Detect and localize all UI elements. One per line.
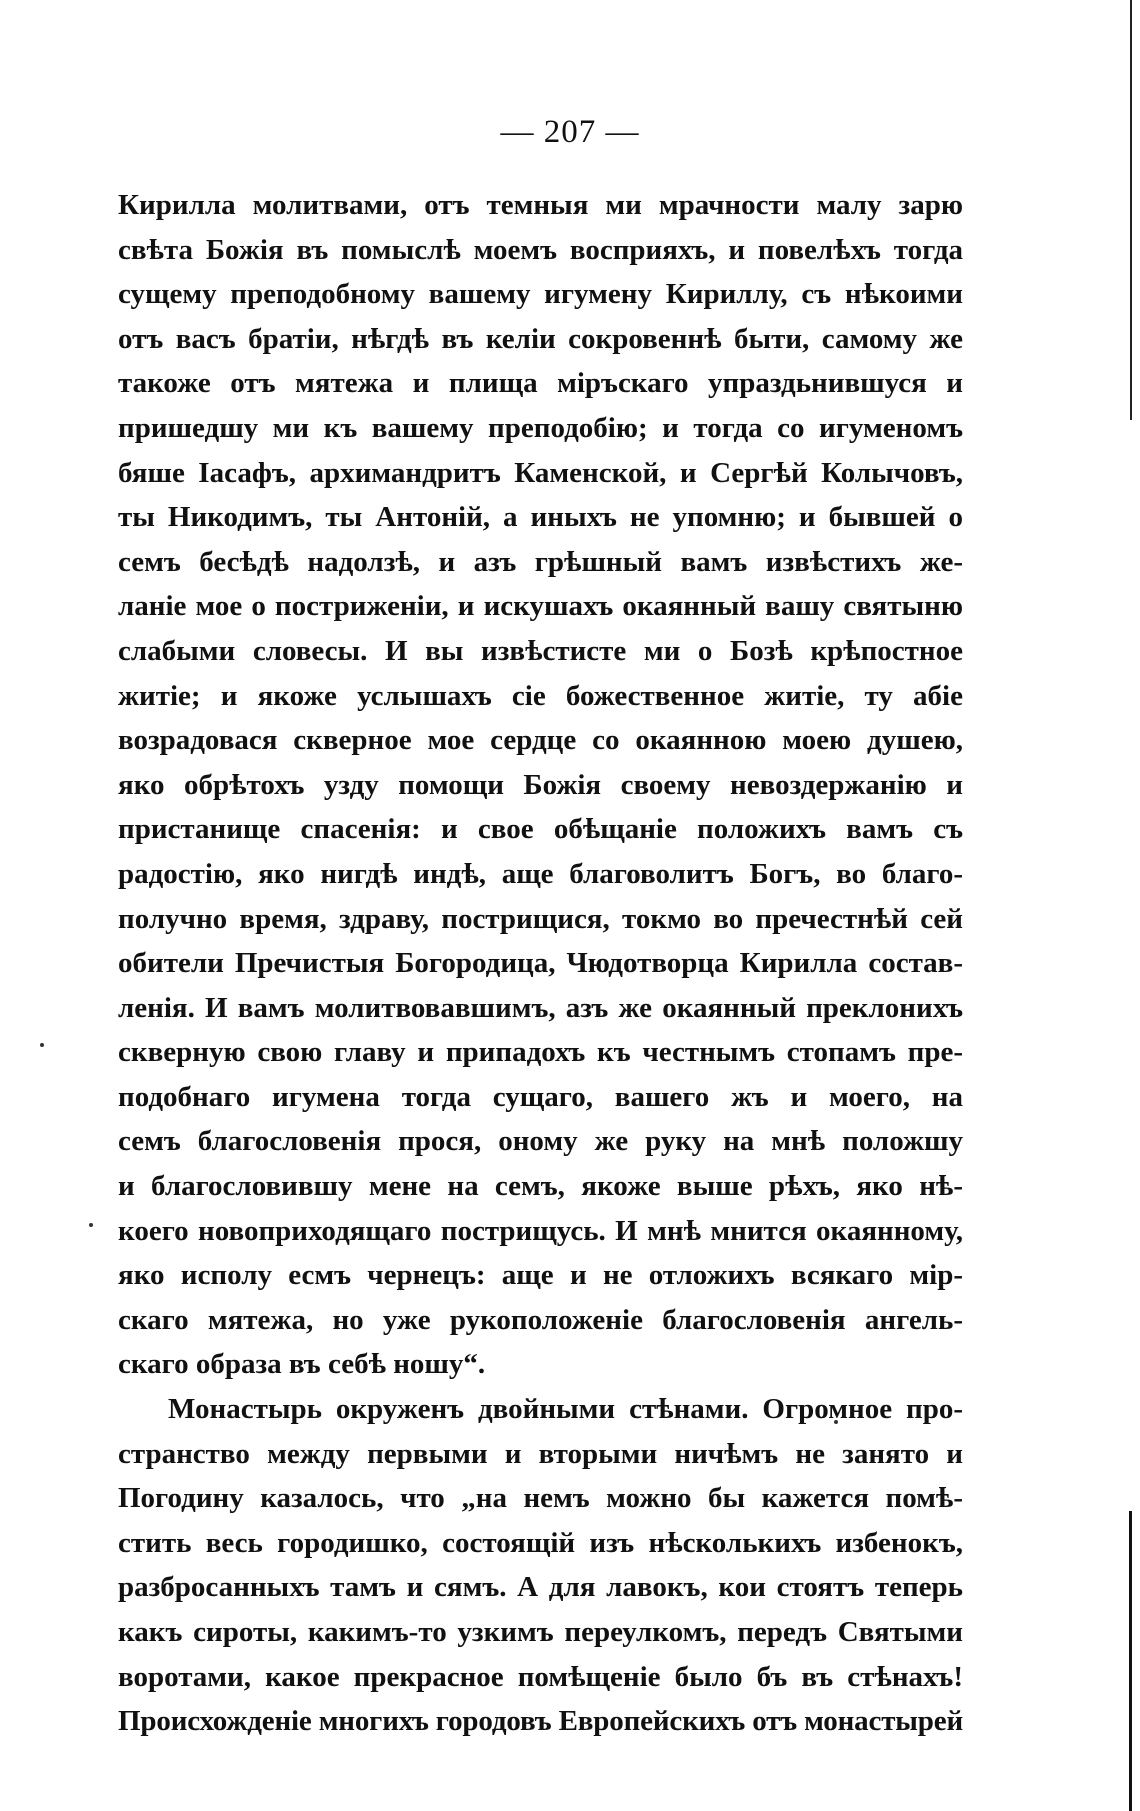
scan-edge-line-top [1130,0,1132,420]
text-line: скверную свою главу и припадохъ къ честнымъ стопамъ пре- [118,1036,963,1069]
text-line: подобнаго игумена тогда сущаго, вашего жъ и моего, на [118,1080,963,1113]
text-line: такоже отъ мятежа и плища міръскаго упраздьнившуся и [118,367,963,400]
paragraph-end-line: скаго образа въ себѣ ношу“. [118,1348,486,1381]
text-line: яко обрѣтохъ узду помощи Божія своему невоздержанію и [118,768,963,801]
text-line: возрадовася скверное мое сердце со окаянною моею душею, [118,724,963,757]
scan-speck [89,1223,93,1227]
text-line: какъ сироты, какимъ-то узкимъ переулкомъ, передъ Святыми [118,1616,963,1648]
text-line: и благословившу мене на семъ, якоже выше рѣхъ, яко нѣ- [118,1170,963,1203]
text-line: стить весь городишко, состоящій изъ нѣсколькихъ избенокъ, [118,1526,963,1559]
text-line: Погодину казалось, что „на немъ можно бы кажется помѣ- [118,1482,963,1515]
text-line: житіе; и якоже услышахъ сіе божественное житіе, ту абіе [118,679,963,712]
text-line: воротами, какое прекрасное помѣщеніе было бъ въ стѣнахъ! [118,1660,963,1693]
text-line: коего новоприходящаго пострищусь. И мнѣ мнится окаянному, [118,1214,963,1247]
text-line: скаго мятежа, но уже рукоположеніе благословенія ангель- [118,1303,963,1336]
text-line: Происхожденіе многихъ городовъ Европейскихъ отъ монастырей [118,1705,963,1738]
text-line: бяше Іасафъ, архимандритъ Каменской, и Сергѣй Колычовъ, [118,456,963,489]
text-line: пристанище спасенія: и свое обѣщаніе положихъ вамъ съ [118,813,963,846]
text-line: получно время, здраву, пострищися, токмо во пречестнѣй сей [118,902,963,935]
text-line: яко исполу есмъ чернецъ: аще и не отложихъ всякаго мір- [118,1259,963,1292]
text-line: разбросанныхъ тамъ и сямъ. А для лавокъ, кои стоятъ теперь [118,1571,963,1604]
text-line: слабыми словесы. И вы извѣстисте ми о Бозѣ крѣпостное [118,634,963,667]
scan-speck [40,1043,44,1047]
text-line: обители Пречистыя Богородица, Чюдотворца Кирилла состав- [118,947,963,980]
scan-edge-line-bottom [1129,1511,1132,1811]
text-line: пришедшу ми къ вашему преподобію; и тогда со игуменомъ [118,411,963,444]
text-line: ленія. И вамъ молитвовавшимъ, азъ же окаянный преклонихъ [118,991,963,1024]
page-number: — 207 — [500,114,640,150]
text-line: Кирилла молитвами, отъ темныя ми мрачности малу зарю [118,189,963,221]
text-line: семъ бесѣдѣ надолзѣ, и азъ грѣшный вамъ извѣстихъ же- [118,545,963,578]
text-line: отъ васъ братіи, нѣгдѣ въ келіи сокровеннѣ быти, самому же [118,322,963,355]
paragraph-start-line: Монастырь окруженъ двойными стѣнами. Огромное про- [168,1393,963,1426]
text-line: свѣта Божія въ помыслѣ моемъ восприяхъ, и повелѣхъ тогда [118,233,963,266]
text-line: сущему преподобному вашему игумену Кириллу, съ нѣкоими [118,278,963,311]
text-line: ты Никодимъ, ты Антоній, а иныхъ не упомню; и бывшей о [118,501,963,534]
text-line: радостію, яко нигдѣ индѣ, аще благоволитъ Богъ, во благо- [118,857,963,890]
body-text [118,183,963,1744]
text-line: семъ благословенія прося, оному же руку на мнѣ положшу [118,1125,963,1158]
text-line: ланіе мое о постриженіи, и искушахъ окаянный вашу святыню [118,590,963,623]
text-line: странство между первыми и вторыми ничѣмъ не занято и [118,1437,963,1470]
